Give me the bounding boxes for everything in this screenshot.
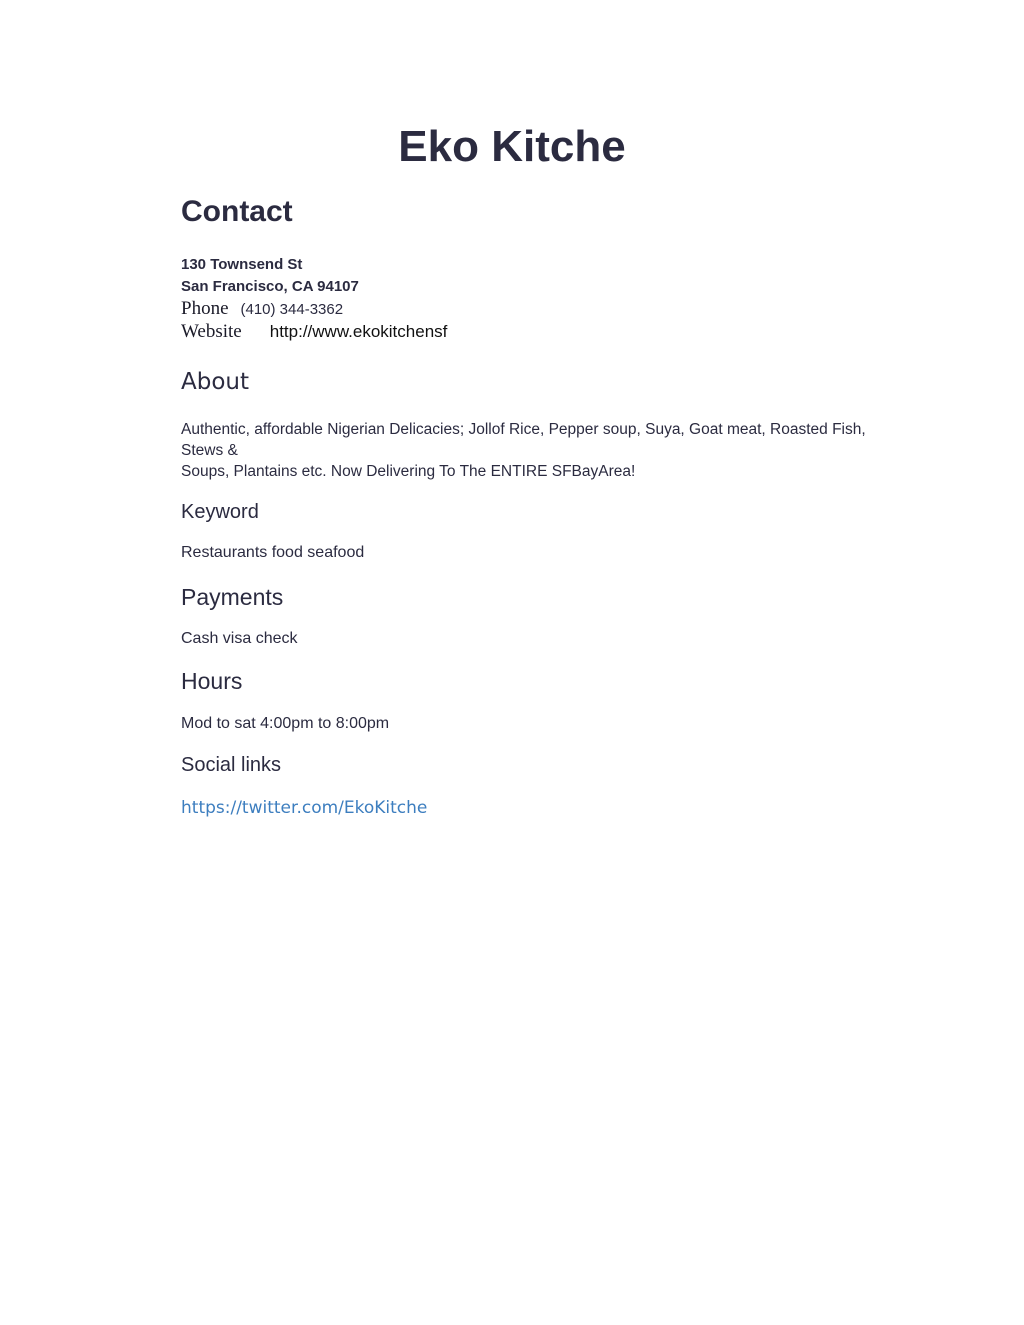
about-line-1: Authentic, affordable Nigerian Delicacies; Jollof Rice, Pepper soup, Suya, Goat meat, Roasted Fish, Stews & <box>181 421 866 459</box>
about-line-2: Soups, Plantains etc. Now Delivering To The ENTIRE SFBayArea! <box>181 463 636 480</box>
phone-label: Phone <box>181 298 229 319</box>
website-row <box>181 321 447 343</box>
social-links-heading: Social links <box>181 754 282 776</box>
about-description <box>181 419 896 482</box>
payments-heading: Payments <box>181 584 284 610</box>
address-street: 130 Townsend St <box>181 256 303 273</box>
keyword-heading: Keyword <box>181 501 259 523</box>
about-heading: About <box>181 369 250 395</box>
website-label: Website <box>181 321 242 342</box>
hours-text: Mod to sat 4:00pm to 8:00pm <box>181 715 390 732</box>
twitter-link[interactable]: https://twitter.com/EkoKitche <box>181 798 428 818</box>
hours-heading: Hours <box>181 668 243 694</box>
keyword-text: Restaurants food seafood <box>181 544 365 561</box>
payments-text: Cash visa check <box>181 630 298 647</box>
phone-row <box>181 298 343 320</box>
page-title: Eko Kitche <box>398 122 626 171</box>
contact-heading: Contact <box>181 195 293 228</box>
address-city: San Francisco, CA 94107 <box>181 278 359 295</box>
website-link[interactable]: http://www.ekokitchensf <box>269 322 448 341</box>
phone-value[interactable]: (410) 344-3362 <box>240 301 344 318</box>
